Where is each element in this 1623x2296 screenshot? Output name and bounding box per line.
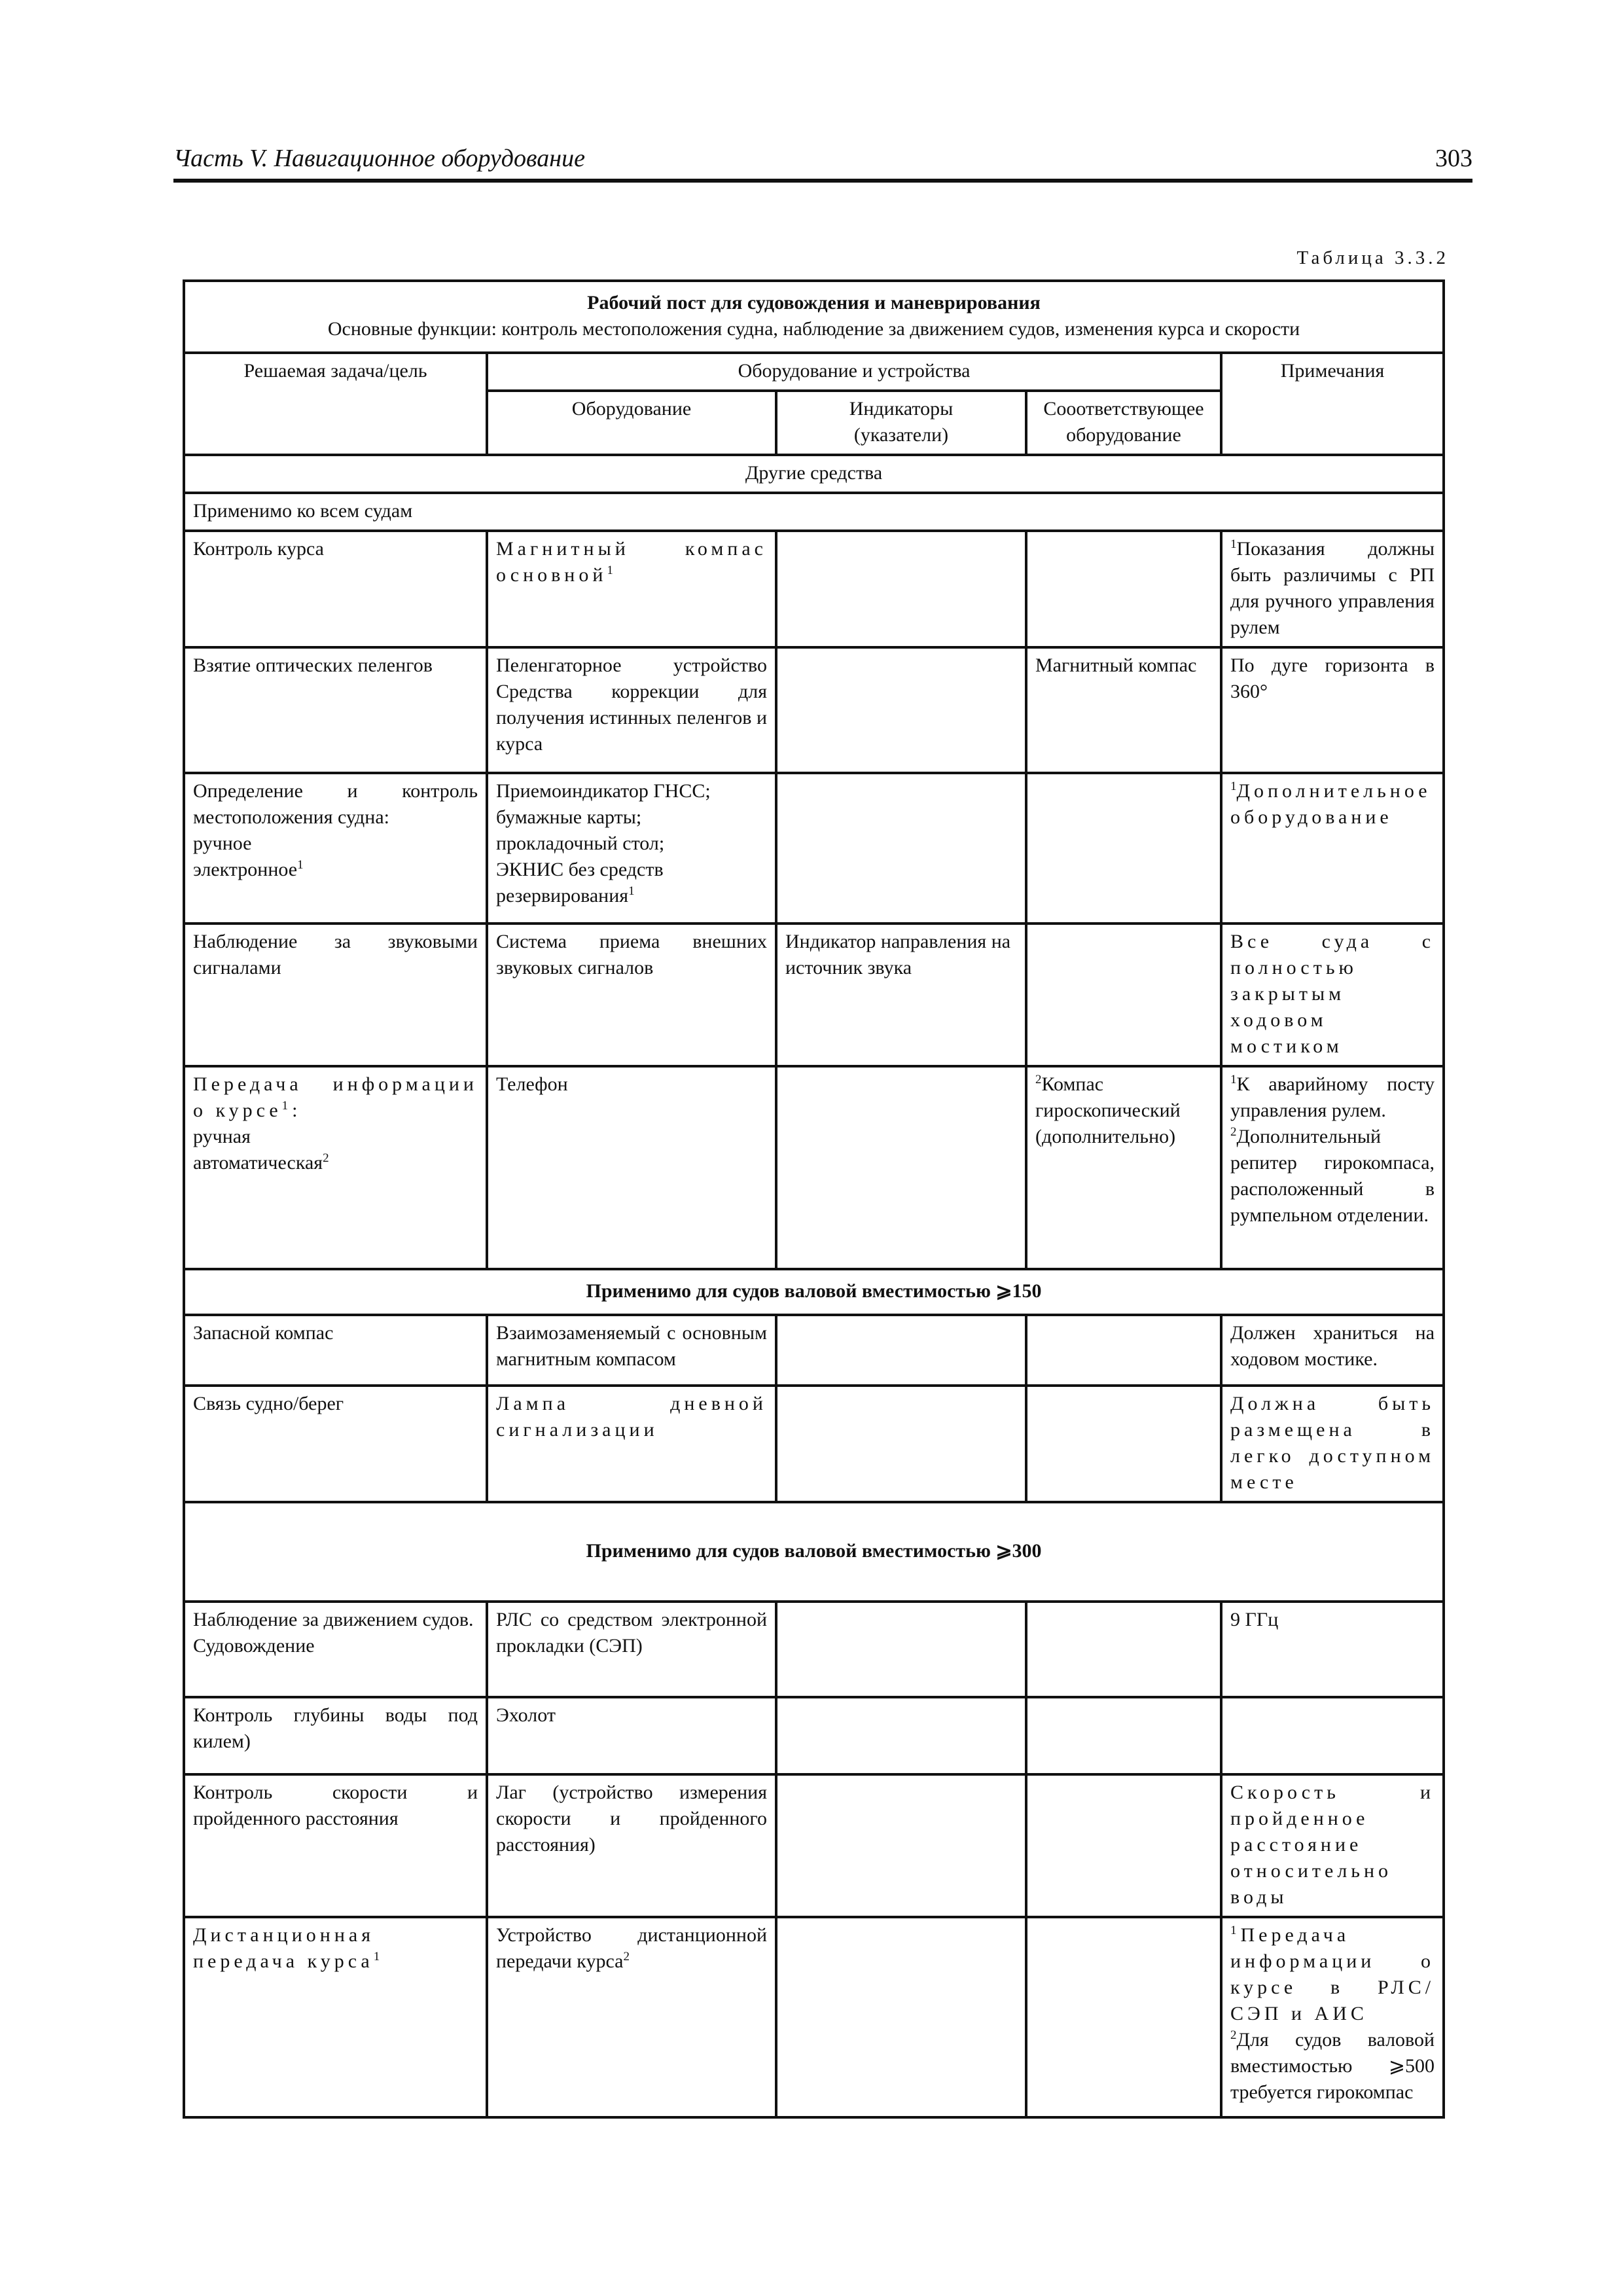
cell-task: Запасной компас <box>184 1315 487 1386</box>
equipment-table <box>183 279 1445 2119</box>
cell-notes: Должен храниться на ходовом мостике. <box>1221 1315 1444 1386</box>
cell-related <box>1026 1917 1221 2117</box>
cell-related <box>1026 1386 1221 1502</box>
cell-indicators <box>776 1386 1026 1502</box>
cell-equipment: Телефон <box>487 1066 776 1269</box>
cell-indicators <box>776 1917 1026 2117</box>
cell-related <box>1026 1602 1221 1697</box>
cell-task: Дистанционная передача курса$^1$ <box>184 1917 487 2117</box>
cell-related <box>1026 1697 1221 1774</box>
table-row <box>184 1917 1444 2117</box>
table-subtitle: Основные функции: контроль местоположения судна, наблюдение за движением судов, изменения курса и скорости <box>327 318 1300 340</box>
section-row <box>184 1269 1444 1315</box>
cell-indicators <box>776 531 1026 647</box>
cell-related <box>1026 1315 1221 1386</box>
cell-indicators <box>776 1697 1026 1774</box>
section-300: Применимо для судов валовой вместимостью ⩾300 <box>184 1502 1444 1602</box>
table-row <box>184 1602 1444 1697</box>
cell-equipment: Лампа дневной сигнализации <box>487 1386 776 1502</box>
table-row <box>184 1697 1444 1774</box>
cell-equipment: Устройство дистанционной передачи курса$^2$ <box>487 1917 776 2117</box>
cell-task: Контроль курса <box>184 531 487 647</box>
cell-notes: Все суда с полностью закрытым ходовом мостиком <box>1221 924 1444 1066</box>
table-row <box>184 1066 1444 1269</box>
section-all-ships: Применимо ко всем судам <box>184 493 1444 531</box>
cell-related <box>1026 1774 1221 1917</box>
cell-indicators <box>776 1315 1026 1386</box>
cell-task: Определение и контроль местоположения судна: ручное электронное$^1$ <box>184 773 487 924</box>
cell-indicators <box>776 647 1026 773</box>
cell-equipment: Приемоиндикатор ГНСС; бумажные карты; прокладочный стол; ЭКНИС без средств резервирования$^1$ <box>487 773 776 924</box>
cell-related <box>1026 531 1221 647</box>
header-task: Решаемая задача/цель <box>184 353 487 455</box>
table-title-cell <box>184 281 1444 353</box>
cell-indicators <box>776 1774 1026 1917</box>
header-equipment-group: Оборудование и устройства <box>487 353 1221 391</box>
table-title: Рабочий пост для судовождения и маневрирования <box>587 292 1041 314</box>
header-related: Сооответствующее оборудование <box>1026 391 1221 455</box>
cell-notes: $^1$К аварийному посту управления рулем. $^2$Дополнительный репитер гирокомпаса, расположенный в румпельном отделении. <box>1221 1066 1444 1269</box>
cell-equipment: РЛС со средством электронной прокладки (СЭП) <box>487 1602 776 1697</box>
cell-related: $^2$Компас гироскопический (дополнительно) <box>1026 1066 1221 1269</box>
cell-task: Контроль глубины воды под килем) <box>184 1697 487 1774</box>
cell-notes: Должна быть размещена в легко доступном месте <box>1221 1386 1444 1502</box>
cell-indicators: Индикатор направления на источник звука <box>776 924 1026 1066</box>
cell-task: Передача информации о курсе$^1$: ручная автоматическая$^2$ <box>184 1066 487 1269</box>
cell-equipment: Взаимозаменяемый с основным магнитным компасом <box>487 1315 776 1386</box>
cell-task: Взятие оптических пеленгов <box>184 647 487 773</box>
table-row <box>184 1774 1444 1917</box>
cell-equipment: Система приема внешних звуковых сигналов <box>487 924 776 1066</box>
cell-task: Связь судно/берег <box>184 1386 487 1502</box>
cell-equipment: Эхолот <box>487 1697 776 1774</box>
header-equipment: Оборудование <box>487 391 776 455</box>
table-title-row <box>184 281 1444 353</box>
cell-equipment: Магнитный компас основной$^1$ <box>487 531 776 647</box>
table-row <box>184 647 1444 773</box>
header-row-1 <box>184 353 1444 391</box>
cell-notes: По дуге горизонта в 360° <box>1221 647 1444 773</box>
running-title: Часть V. Навигационное оборудование <box>173 145 585 172</box>
section-row <box>184 1502 1444 1602</box>
cell-notes: Скорость и пройденное расстояние относительно воды <box>1221 1774 1444 1917</box>
cell-related <box>1026 924 1221 1066</box>
cell-task: Наблюдение за звуковыми сигналами <box>184 924 487 1066</box>
table-caption: Таблица 3.3.2 <box>1296 247 1449 268</box>
section-150: Применимо для судов валовой вместимостью ⩾150 <box>184 1269 1444 1315</box>
table-row <box>184 924 1444 1066</box>
table-row <box>184 1386 1444 1502</box>
table-row <box>184 773 1444 924</box>
cell-related <box>1026 773 1221 924</box>
table-row <box>184 531 1444 647</box>
cell-equipment: Лаг (устройство измерения скорости и пройденного расстояния) <box>487 1774 776 1917</box>
section-row <box>184 493 1444 531</box>
header-notes: Примечания <box>1221 353 1444 455</box>
cell-equipment: Пеленгаторное устройство Средства коррекции для получения истинных пеленгов и курса <box>487 647 776 773</box>
section-row <box>184 455 1444 493</box>
cell-notes: $^1$Дополнительное оборудование <box>1221 773 1444 924</box>
table-row <box>184 1315 1444 1386</box>
page-number: 303 <box>1435 145 1472 172</box>
cell-indicators <box>776 1602 1026 1697</box>
cell-task: Наблюдение за движением судов. Судовождение <box>184 1602 487 1697</box>
cell-related: Магнитный компас <box>1026 647 1221 773</box>
cell-task: Контроль скорости и пройденного расстояния <box>184 1774 487 1917</box>
cell-notes: $^1$Показания должны быть различимы с РП для ручного управления рулем <box>1221 531 1444 647</box>
header-indicators: Индикаторы (указатели) <box>776 391 1026 455</box>
header-rule <box>173 179 1472 183</box>
cell-notes <box>1221 1697 1444 1774</box>
cell-indicators <box>776 773 1026 924</box>
cell-notes: $^1$Передача информации о курсе в РЛС/СЭП и АИС $^2$Для судов валовой вместимостью ⩾500 требуется гирокомпас <box>1221 1917 1444 2117</box>
page-header <box>173 139 1472 178</box>
section-other: Другие средства <box>184 455 1444 493</box>
cell-indicators <box>776 1066 1026 1269</box>
cell-notes: 9 ГГц <box>1221 1602 1444 1697</box>
